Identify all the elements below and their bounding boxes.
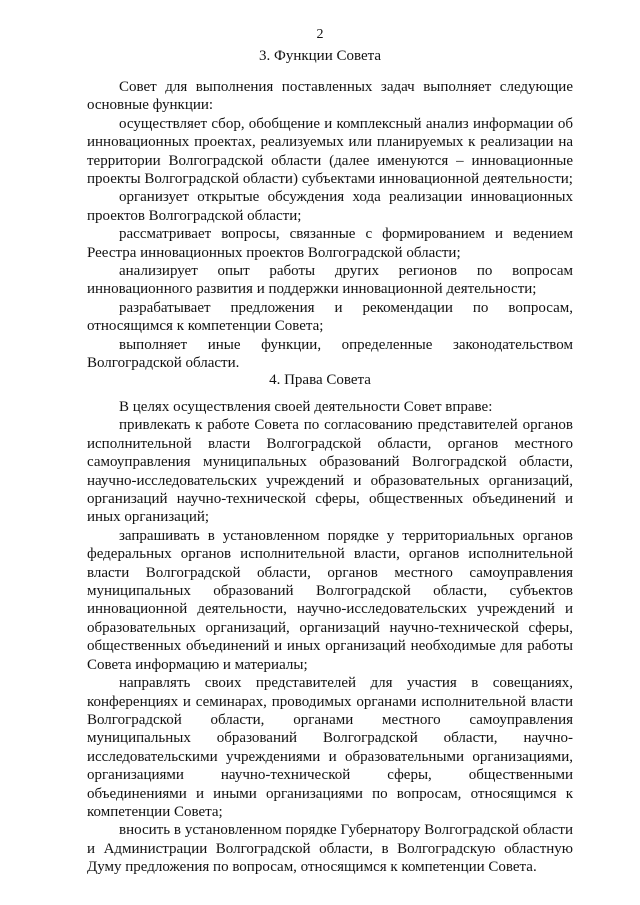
section-3-title: 3. Функции Совета xyxy=(258,48,382,64)
section-4-intro-paragraph: В целях осуществления своей деятельности Совет вправе: xyxy=(119,399,493,415)
section-3-function-paragraph: организует открытые обсуждения хода реализации инновационных проектов Волгоградской области; xyxy=(87,189,573,224)
section-3-function-paragraph: рассматривает вопросы, связанные с формированием и ведением Реестра инновационных проектов Волгоградской области; xyxy=(87,226,573,261)
section-4-right-paragraph: запрашивать в установленном порядке у территориальных органов федеральных органов исполнительной власти, органов исполнительной власти Волгоградской области, органов местного самоуправления муниципальных образований Волгоградской области, субъектов инновационной деятельности, научно-исследовательских учреждений и образовательных организаций, организаций научно-технической сферы, общественных объединений и иных организаций необходимые для работы Совета информацию и материалы; xyxy=(87,527,573,673)
section-3-function-paragraph: выполняет иные функции, определенные законодательством Волгоградской области. xyxy=(87,336,573,372)
section-4-body xyxy=(87,398,573,877)
section-3-body xyxy=(87,78,573,373)
section-4-right-paragraph: привлекать к работе Совета по согласованию представителей органов исполнительной власти Волгоградской области, органов местного самоуправления муниципальных образований Волгоградской области, научно-исследовательских учреждений и образовательных организаций, организаций научно-технической сферы, общественных объединений и иных организаций; xyxy=(87,417,573,526)
section-4-title: 4. Права Совета xyxy=(269,372,371,388)
section-4-right-paragraph: направлять своих представителей для участия в совещаниях, конференциях и семинарах, проводимых органами исполнительной власти Волгоградской области, органами местного самоуправления муниципальных образований Волгоградской области, научно-исследовательскими учреждениями и образовательными организациями, организациями научно-технической сферы, общественными объединениями и иными организациями по вопросам, относящимся к компетенции Совета; xyxy=(87,675,573,820)
section-3-intro-paragraph: Совет для выполнения поставленных задач выполняет следующие основные функции: xyxy=(87,79,573,114)
section-4-right-paragraph: вносить в установленном порядке Губернатору Волгоградской области и Администрации Волгоградской области, в Волгоградскую областную Думу предложения по вопросам, относящимся к компетенции Совета. xyxy=(87,822,573,876)
section-3-function-paragraph: анализирует опыт работы других регионов по вопросам инновационного развития и поддержки инновационной деятельности; xyxy=(87,263,573,298)
section-3-function-paragraph: разрабатывает предложения и рекомендации по вопросам, относящимся к компетенции Совета; xyxy=(87,299,573,335)
page-number: 2 xyxy=(316,27,324,42)
section-3-function-paragraph: осуществляет сбор, обобщение и комплексный анализ информации об инновационных проектах, реализуемых или планируемых к реализации на территории Волгоградской области (далее именуются – инновационные проекты Волгоградской области) субъектами инновационной деятельности; xyxy=(87,115,573,188)
